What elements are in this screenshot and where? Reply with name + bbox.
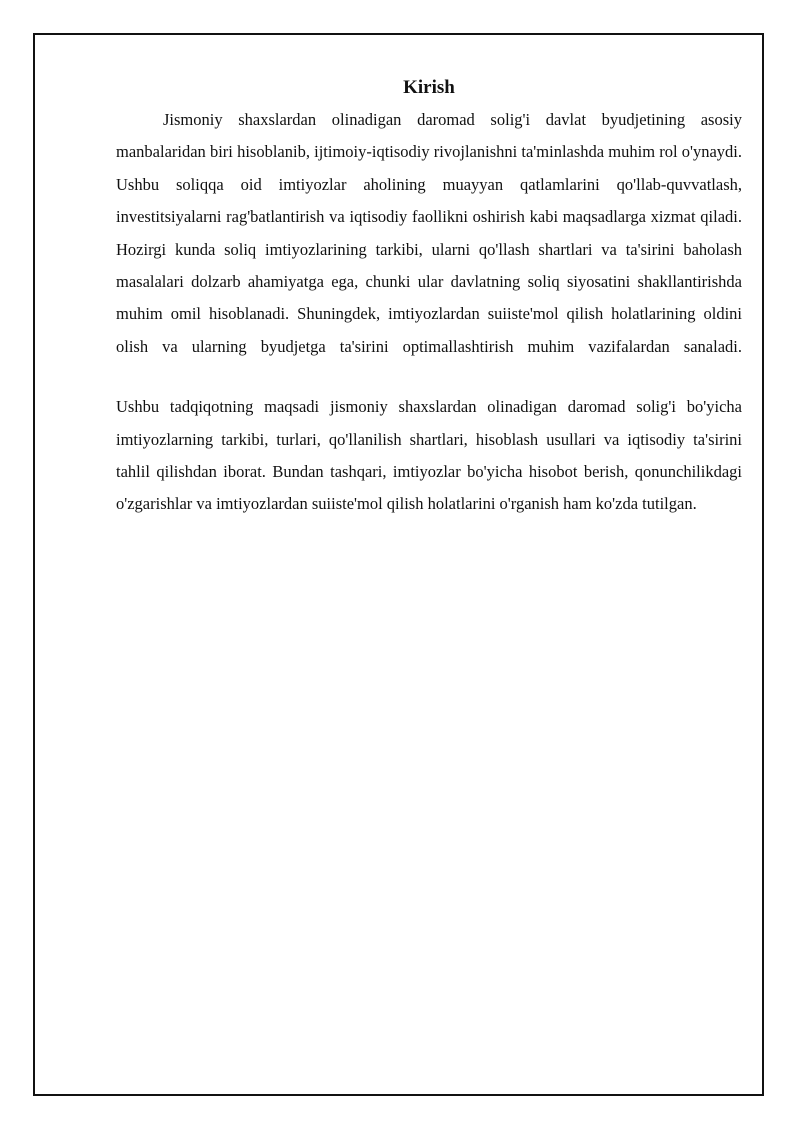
paragraph-spacer [116, 363, 742, 391]
document-body [116, 74, 742, 521]
document-title: Kirish [403, 77, 455, 98]
intro-paragraph-2: Ushbu tadqiqotning maqsadi jismoniy shaxslardan olinadigan daromad solig'i bo'yicha imtiyozlarning tarkibi, turlari, qo'llanilish shartlari, hisoblash usullari va iqtisodiy ta'sirini tahlil qilishdan iborat. Bundan tashqari, imtiyozlar bo'yicha hisobot berish, qonunchilikdagi o'zgarishlar va imtiyozlardan suiiste'mol qilish holatlarini o'rganish ham ko'zda tutilgan. [116, 397, 742, 514]
intro-paragraph-1: Jismoniy shaxslardan olinadigan daromad solig'i davlat byudjetining asosiy manbalaridan biri hisoblanib, ijtimoiy-iqtisodiy rivojlanishni ta'minlashda muhim rol o'ynaydi. Ushbu soliqqa oid imtiyozlar aholining muayyan qatlamlarini qo'llab-quvvatlash, investitsiyalarni rag'batlantirish va iqtisodiy faollikni oshirish kabi maqsadlarga xizmat qiladi. Hozirgi kunda soliq imtiyozlarining tarkibi, ularni qo'llash shartlari va ta'sirini baholash masalalari dolzarb ahamiyatga ega, chunki ular davlatning soliq siyosatini shakllantirishda muhim omil hisoblanadi. Shuningdek, imtiyozlardan suiiste'mol qilish holatlarining oldini olish va ularning byudjetga ta'sirini optimallashtirish muhim vazifalardan sanaladi. [116, 110, 742, 356]
